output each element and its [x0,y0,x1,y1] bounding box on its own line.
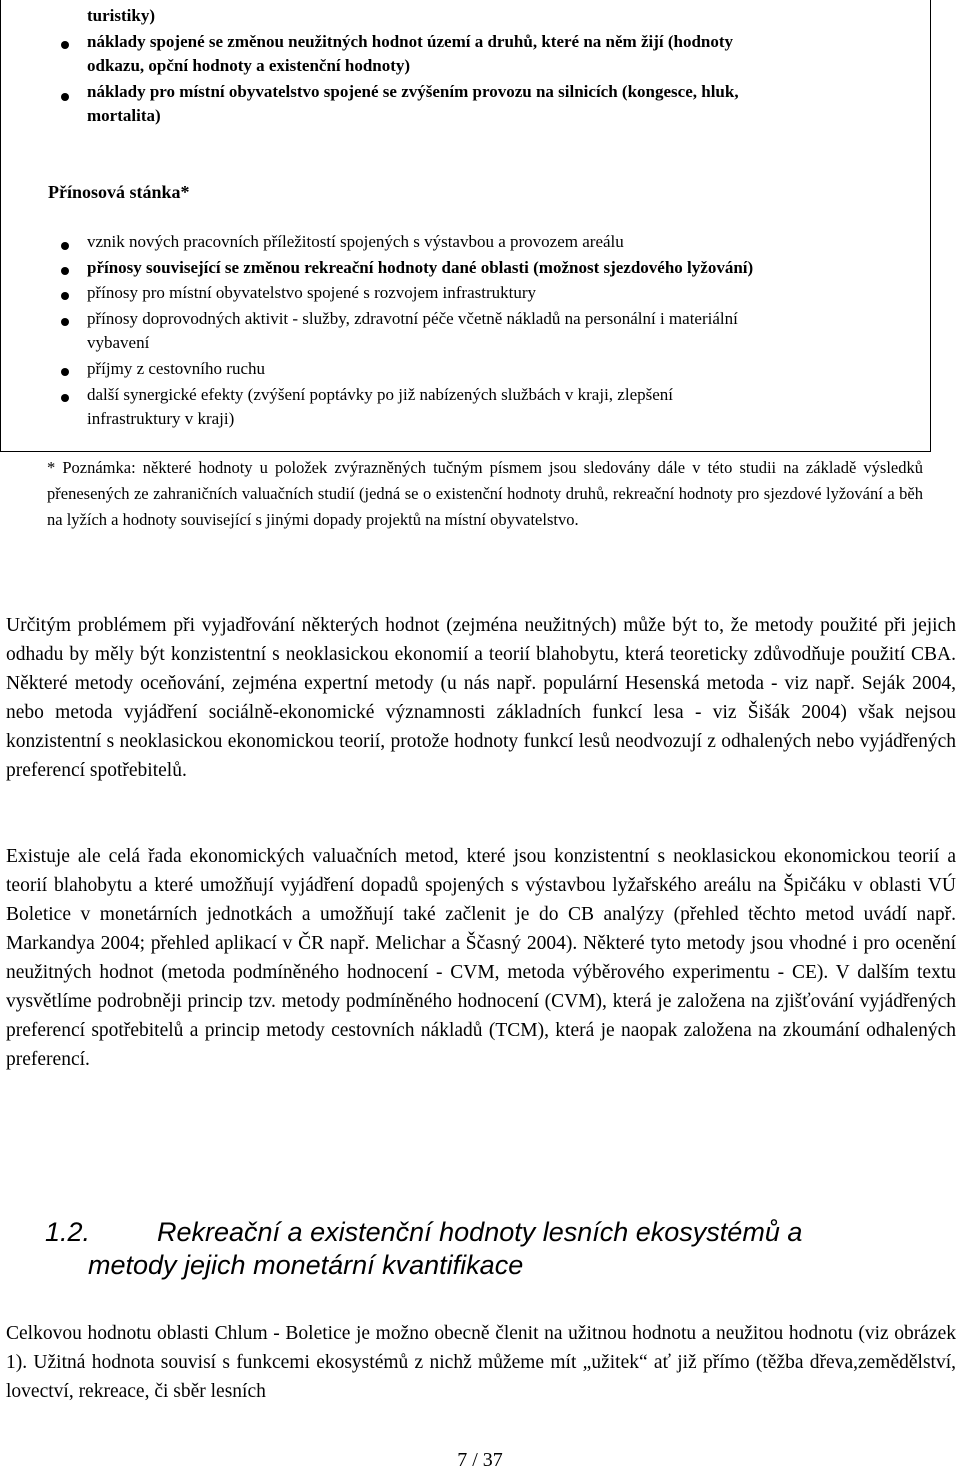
list-item: náklady spojené se změnou neužitných hodnot území a druhů, které na něm žijí (hodnoty [87,32,734,51]
list-item: přínosy pro místní obyvatelstvo spojené s rozvojem infrastruktury [87,283,537,302]
list-item: přínosy doprovodných aktivit - služby, zdravotní péče včetně nákladů na personální i materiální [87,309,738,328]
section-number: 1.2. [45,1217,91,1247]
section-title: Rekreační a existenční hodnoty lesních ekosystémů a [157,1217,803,1247]
bullet-icon [61,41,69,49]
bullet-icon [61,318,69,326]
list-item: infrastruktury v kraji) [87,409,235,428]
list-item: turistiky) [87,6,155,25]
page-number: 7 / 37 [457,1449,503,1471]
list-item: příjmy z cestovního ruchu [87,359,265,378]
footnote: * Poznámka: některé hodnoty u položek zvýrazněných tučným písmem jsou sledovány dále v této studii na základě výsledků přenesených ze zahraničních valuačních studií (jedná se o existenční hodnoty druhů, rekreační hodnoty pro sjezdové lyžování a běh na lyžích a hodnoty související s jinými dopady projektů na místní obyvatelstvo. [47,458,923,529]
list-item: další synergické efekty (zvýšení poptávky po již nabízených službách v kraji, zlepšení [87,385,673,404]
section-title-continued: metody jejich monetární kvantifikace [88,1250,524,1280]
bullet-icon [61,292,69,300]
bullet-icon [61,368,69,376]
bullet-icon [61,267,69,275]
highlight-box [0,0,931,452]
list-item: přínosy související se změnou rekreační hodnoty dané oblasti (možnost sjezdového lyžování) [87,258,754,277]
body-paragraph: Existuje ale celá řada ekonomických valuačních metod, které jsou konzistentní s neoklasickou ekonomickou teorií a teorií blahobytu a které umožňují vyjádření dopadů spojených s výstavbou lyžařského areálu na Špičáku v oblasti VÚ Boletice v monetárních jednotkách a umožňují také začlenit je do CB analýzy (přehled těchto metod uvádí např. Markandya 2004; přehled aplikací v ČR např. Melichar a Ščasný 2004). Některé tyto metody jsou vhodné i pro ocenění neužitných hodnot (metoda podmíněného hodnocení - CVM, metoda výběrového experimentu - CE). V dalším textu vysvětlíme podrobněji princip tzv. metody podmíněného hodnocení (CVM), která je založena na zjišťování vyjádřených preferencí spotřebitelů a princip metody cestovních nákladů (TCM), která je naopak založena na zkoumání odhalených preferencí. [6,846,956,1070]
bullet-icon [61,242,69,250]
list-item: náklady pro místní obyvatelstvo spojené se zvýšením provozu na silnicích (kongesce, hluk, [87,82,739,101]
body-paragraph: Celkovou hodnotu oblasti Chlum - Boletice je možno obecně členit na užitnou hodnotu a neužitou hodnotu (viz obrázek 1). Užitná hodnota souvisí s funkcemi ekosystémů z nichž můžeme mít „užitek“ ať již přímo (těžba dřeva,zemědělství, lovectví, rekreace, či sběr lesních [6,1323,956,1402]
bullet-icon [61,93,69,101]
list-item: mortalita) [87,106,161,125]
list-item: vznik nových pracovních příležitostí spojených s výstavbou a provozem areálu [87,232,624,251]
list-item: odkazu, opční hodnoty a existenční hodnoty) [87,56,411,75]
body-paragraph: Určitým problémem při vyjadřování některých hodnot (zejména neužitných) může být to, že metody použité při jejich odhadu by měly být konzistentní s neoklasickou ekonomií a teorií blahobytu, která teoreticky zdůvodňuje použití CBA. Některé metody oceňování, zejména expertní metody (u nás např. populární Hesenská metoda - viz např. Seják 2004, nebo metoda vyjádření sociálně-ekonomické významnosti základních funkcí lesa - viz Šišák 2004) však nejsou konzistentní s neoklasickou ekonomickou teorií, protože hodnoty funkcí lesů neodvozují z odhalených nebo vyjádřených preferencí spotřebitelů. [6,615,956,781]
list-item: vybavení [87,333,150,352]
section-heading: Přínosová stánka* [48,182,190,202]
bullet-icon [61,394,69,402]
